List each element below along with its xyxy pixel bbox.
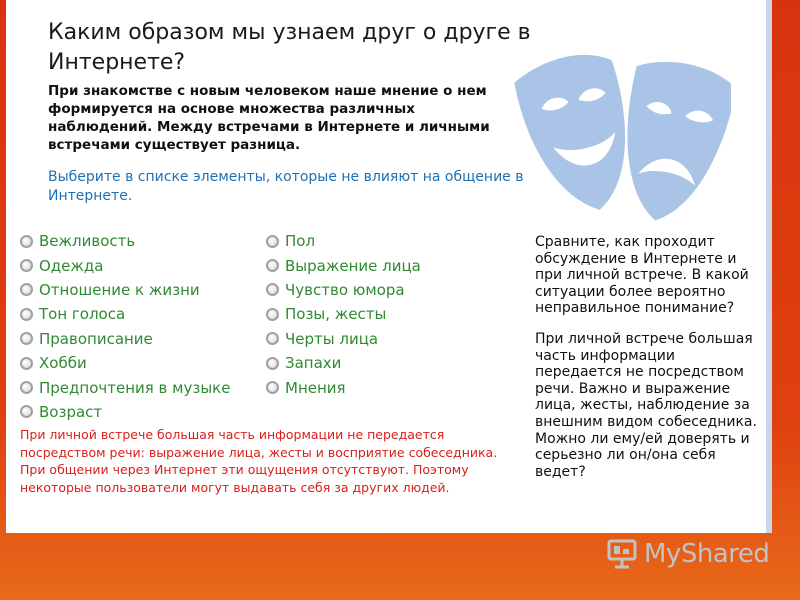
radio-button[interactable] (20, 405, 33, 418)
option-item[interactable] (20, 278, 230, 302)
option-item[interactable] (20, 400, 230, 424)
option-label: Хобби (39, 354, 87, 373)
option-label: Чувство юмора (285, 280, 405, 299)
theatre-masks-icon (511, 40, 731, 240)
radio-button[interactable] (266, 308, 279, 321)
option-label: Позы, жесты (285, 305, 387, 324)
radio-button[interactable] (20, 308, 33, 321)
option-label: Тон голоса (39, 305, 126, 324)
radio-button[interactable] (266, 357, 279, 370)
presentation-board-icon (606, 538, 638, 570)
option-item[interactable] (20, 229, 230, 253)
slide-panel (6, 0, 772, 533)
compare-text-block (535, 234, 765, 494)
option-item[interactable] (20, 375, 230, 399)
radio-button[interactable] (20, 357, 33, 370)
option-item[interactable] (266, 351, 421, 375)
site-logo (606, 536, 769, 572)
option-label: Выражение лица (285, 256, 421, 275)
option-label: Одежда (39, 256, 104, 275)
option-label: Черты лица (285, 329, 379, 348)
radio-button[interactable] (266, 259, 279, 272)
option-label: Пол (285, 232, 316, 251)
radio-button[interactable] (266, 235, 279, 248)
option-item[interactable] (266, 253, 421, 277)
option-label: Мнения (285, 378, 346, 397)
option-label: Правописание (39, 329, 153, 348)
option-label: Возраст (39, 402, 103, 421)
option-item[interactable] (266, 278, 421, 302)
radio-button[interactable] (266, 381, 279, 394)
logo-text: MyShared (644, 539, 770, 569)
option-item[interactable] (266, 375, 421, 399)
option-item[interactable] (20, 302, 230, 326)
explanation-note: При личной встрече большая часть информации не передается посредством речи: выражение лица, жесты и восприятие собеседника. При общении через Интернет эти ощущения отсутствуют. Поэтому некоторые пользователи могут выдавать себя за других людей. (20, 427, 498, 495)
intro-text: При знакомстве с новым человеком наше мнение о нем формируется на основе множества различных наблюдений. Между встречами в Интернете и личными встречами существует разница. (48, 83, 490, 153)
option-item[interactable] (20, 253, 230, 277)
radio-button[interactable] (20, 332, 33, 345)
option-label: Отношение к жизни (39, 280, 200, 299)
option-label: Предпочтения в музыке (39, 378, 231, 397)
radio-button[interactable] (266, 332, 279, 345)
radio-button[interactable] (20, 283, 33, 296)
instruction-text: Выберите в списке элементы, которые не влияют на общение в Интернете. (48, 169, 524, 204)
radio-button[interactable] (20, 381, 33, 394)
option-item[interactable] (20, 351, 230, 375)
option-item[interactable] (20, 327, 230, 351)
option-label: Вежливость (39, 232, 136, 251)
option-item[interactable] (266, 229, 421, 253)
radio-button[interactable] (20, 235, 33, 248)
options-column-left (20, 229, 230, 424)
option-label: Запахи (285, 354, 342, 373)
compare-answer: При личной встрече большая часть информации передается не посредством речи. Важно и выражение лица, жесты, наблюдение за внешним видом собеседника. Можно ли ему/ей доверять и серьезно ли он/она себя ведет? (535, 330, 757, 480)
radio-button[interactable] (20, 259, 33, 272)
page-title: Каким образом мы узнаем друг о друге в Интернете? (48, 20, 531, 75)
compare-question: Сравните, как проходит обсуждение в Интернете и при личной встрече. В какой ситуации более вероятно неправильное понимание? (535, 234, 749, 317)
options-column-right (266, 229, 421, 400)
option-item[interactable] (266, 302, 421, 326)
option-item[interactable] (266, 327, 421, 351)
radio-button[interactable] (266, 283, 279, 296)
